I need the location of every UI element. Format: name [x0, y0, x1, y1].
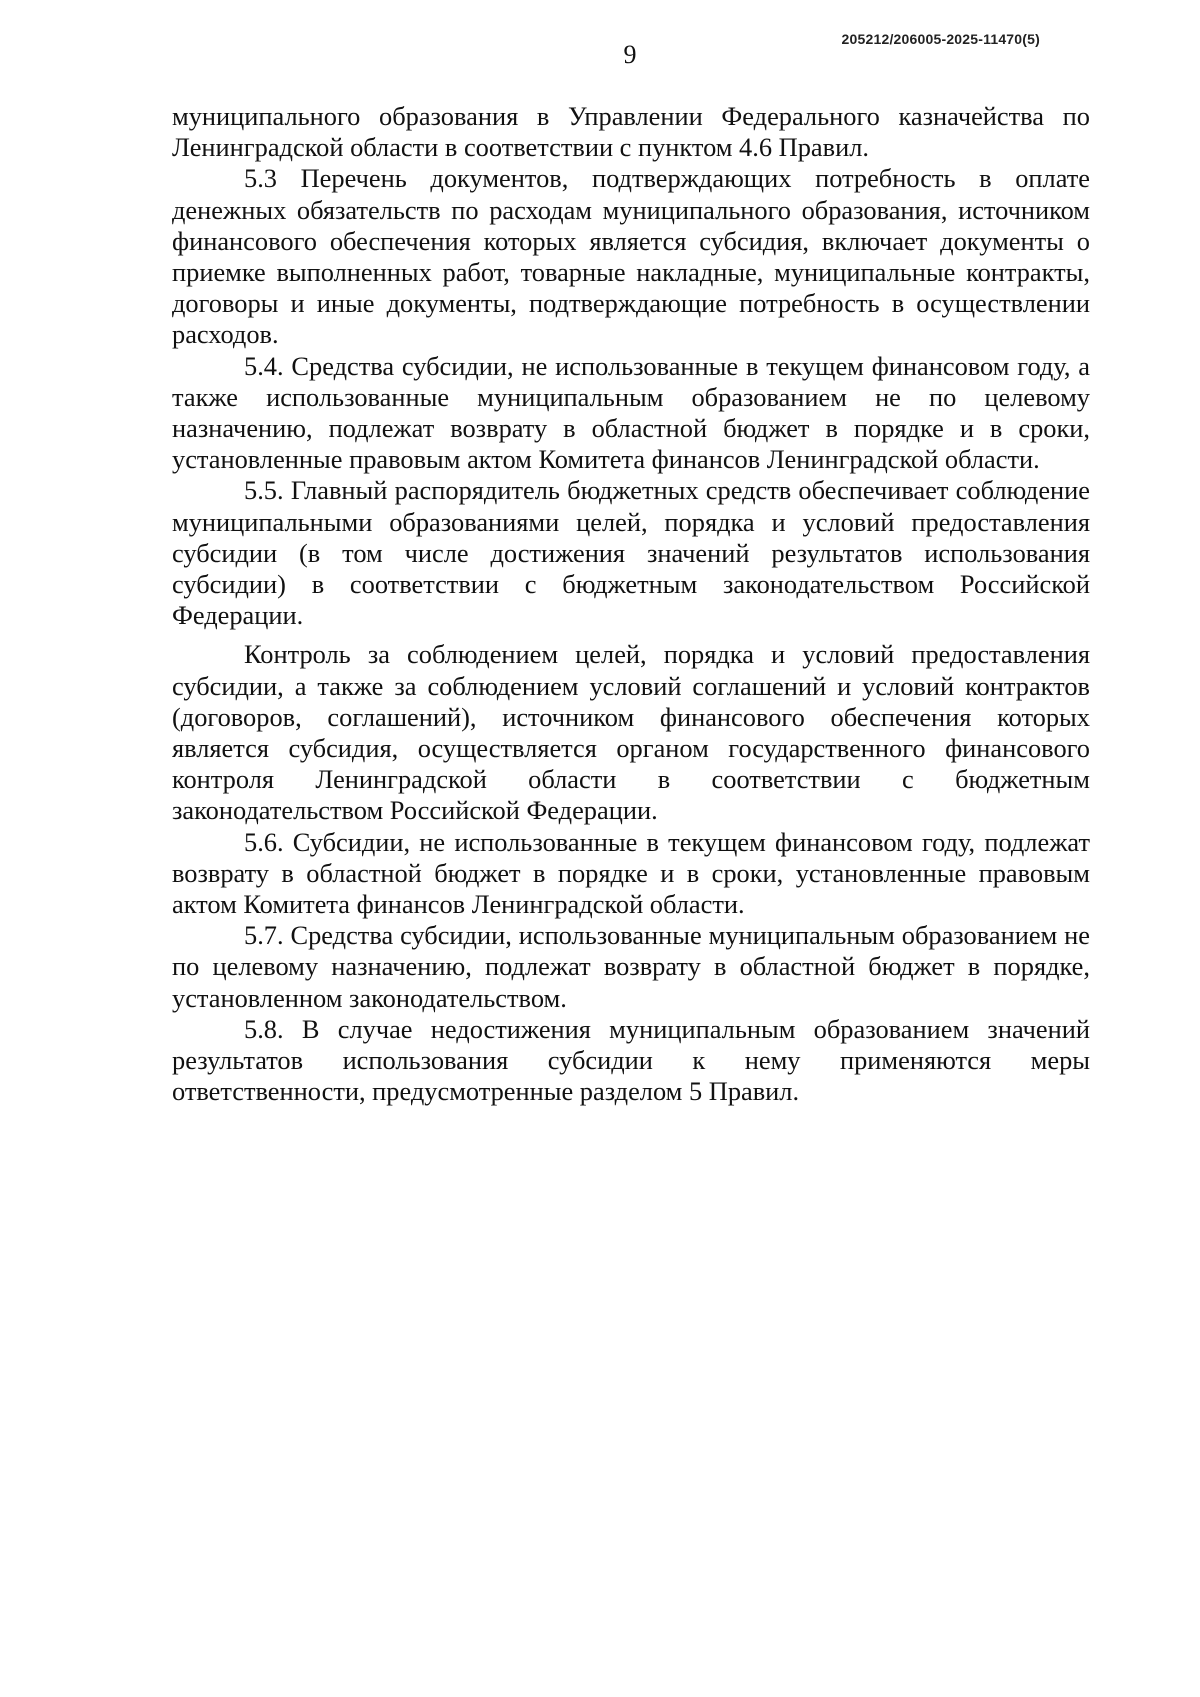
paragraph-5-5: 5.5. Главный распорядитель бюджетных средств обеспечивает соблюдение муниципальными образованиями целей, порядка и условий предоставления субсидии (в том числе достижения значений результатов использования субсидии) в соответствии с бюджетным законодательством Российской Федерации.	[172, 475, 1090, 631]
document-registration-code: 205212/206005-2025-11470(5)	[841, 31, 1040, 47]
paragraph-5-7: 5.7. Средства субсидии, использованные муниципальным образованием не по целевому назначению, подлежат возврату в областной бюджет в порядке, установленном законодательством.	[172, 920, 1090, 1013]
paragraph-control: Контроль за соблюдением целей, порядка и условий предоставления субсидии, а также за соблюдением условий соглашений и условий контрактов (договоров, соглашений), источником финансового обеспечения которых является субсидия, осуществляется органом государственного финансового контроля Ленинградской области в соответствии с бюджетным законодательством Российской Федерации.	[172, 639, 1090, 826]
paragraph-5-3: 5.3 Перечень документов, подтверждающих потребность в оплате денежных обязательств по расходам муниципального образования, источником финансового обеспечения которых является субсидия, включает документы о приемке выполненных работ, товарные накладные, муниципальные контракты, договоры и иные документы, подтверждающие потребность в осуществлении расходов.	[172, 163, 1090, 350]
paragraph-continuation: муниципального образования в Управлении Федерального казначейства по Ленинградской области в соответствии с пунктом 4.6 Правил.	[172, 101, 1090, 163]
paragraph-5-4: 5.4. Средства субсидии, не использованные в текущем финансовом году, а также использованные муниципальным образованием не по целевому назначению, подлежат возврату в областной бюджет в порядке и в сроки, установленные правовым актом Комитета финансов Ленинградской области.	[172, 350, 1090, 475]
page-number: 9	[623, 40, 637, 69]
paragraph-5-8: 5.8. В случае недостижения муниципальным образованием значений результатов использования субсидии к нему применяются меры ответственности, предусмотренные разделом 5 Правил.	[172, 1013, 1090, 1107]
document-body	[172, 101, 1090, 1108]
paragraph-5-6: 5.6. Субсидии, не использованные в текущем финансовом году, подлежат возврату в областной бюджет в порядке и в сроки, установленные правовым актом Комитета финансов Ленинградской области.	[172, 826, 1090, 920]
